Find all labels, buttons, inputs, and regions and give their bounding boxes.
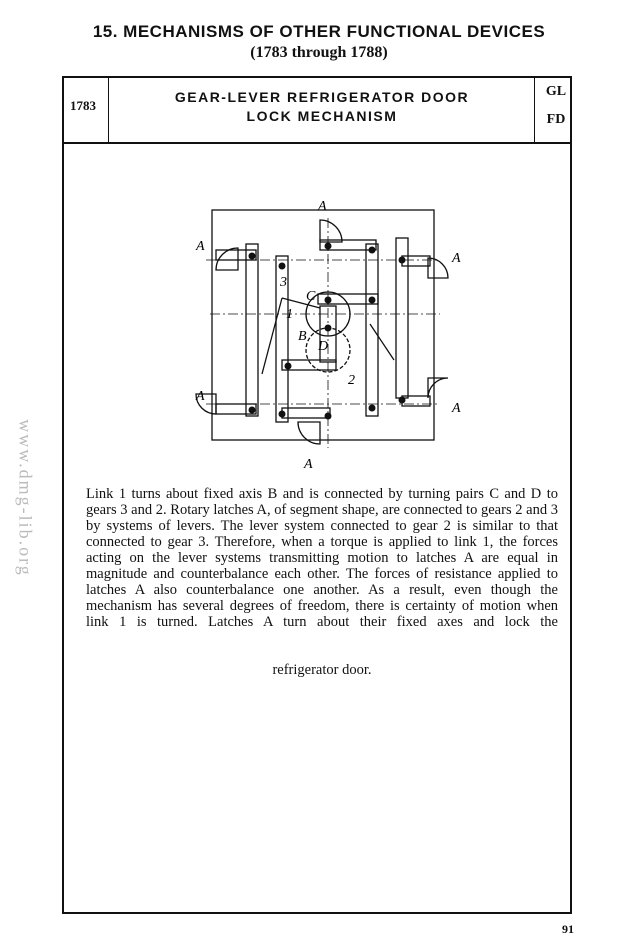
label-a-bottom: A	[304, 457, 313, 472]
description: Link 1 turns about fixed axis B and is connected by turning pairs C and D to gears 3 and 2. Rotary latches A, of segment shape, are connected to gears 2 and 3 by systems of levers. The lever system connected to gear 2 is similar to that connected to gear 3. Therefore, when a torque is applied to link 1, the forces acting on the lever systems transmitting motion to latches A are equal in magnitude and counterbalance each other. The forces of resistance applied to latches A also counterbalance one another. As a result, even though the mechanism has several degrees of freedom, there is certainty of motion when link 1 is turned. Latches A turn about their fixed axes and lock the	[86, 486, 558, 630]
mechanism-figure	[170, 178, 500, 478]
latch-top	[320, 220, 342, 242]
label-a-right-bottom: A	[452, 401, 461, 416]
code-bottom: FD	[546, 112, 566, 127]
lever-right-inner	[366, 244, 378, 416]
link-3-rod	[262, 298, 282, 374]
chapter-subtitle: (1783 through 1788)	[250, 44, 388, 61]
label-a-top: A	[318, 199, 327, 214]
lever-right-top	[402, 256, 430, 266]
label-c: C	[306, 289, 316, 304]
header-divider-left	[108, 78, 109, 142]
label-2: 2	[348, 373, 355, 388]
chapter-title: 15. MECHANISMS OF OTHER FUNCTIONAL DEVICES	[92, 22, 546, 41]
watermark: www.dmg-lib.org	[15, 419, 36, 577]
entry-frame	[62, 76, 572, 914]
code-top: GL	[545, 84, 567, 99]
latch-right-bottom	[428, 378, 448, 398]
page-number: 91	[562, 922, 574, 936]
header-rule	[64, 142, 570, 144]
label-3: 3	[280, 275, 287, 290]
lever-bottom	[282, 408, 330, 418]
link-2-rod	[370, 324, 394, 360]
latch-bottom	[298, 422, 320, 444]
latch-left-top	[216, 248, 238, 270]
label-b: B	[298, 329, 307, 344]
pivot-points	[249, 243, 406, 420]
label-a-left-bottom: A	[196, 389, 205, 404]
label-a-left-top: A	[196, 239, 205, 254]
description-end: refrigerator door.	[272, 662, 372, 678]
latch-right-top	[428, 258, 448, 278]
label-a-right-top: A	[452, 251, 461, 266]
label-1: 1	[286, 307, 293, 322]
base-plate	[212, 210, 434, 440]
entry-title-line1: GEAR-LEVER REFRIGERATOR DOOR	[174, 89, 470, 105]
entry-title-line2: LOCK MECHANISM	[246, 108, 398, 124]
label-d: D	[318, 339, 329, 354]
header-divider-right	[534, 78, 535, 142]
entry-number: 1783	[70, 98, 96, 113]
entry-title	[112, 88, 532, 126]
lever-left-outer	[246, 244, 258, 416]
